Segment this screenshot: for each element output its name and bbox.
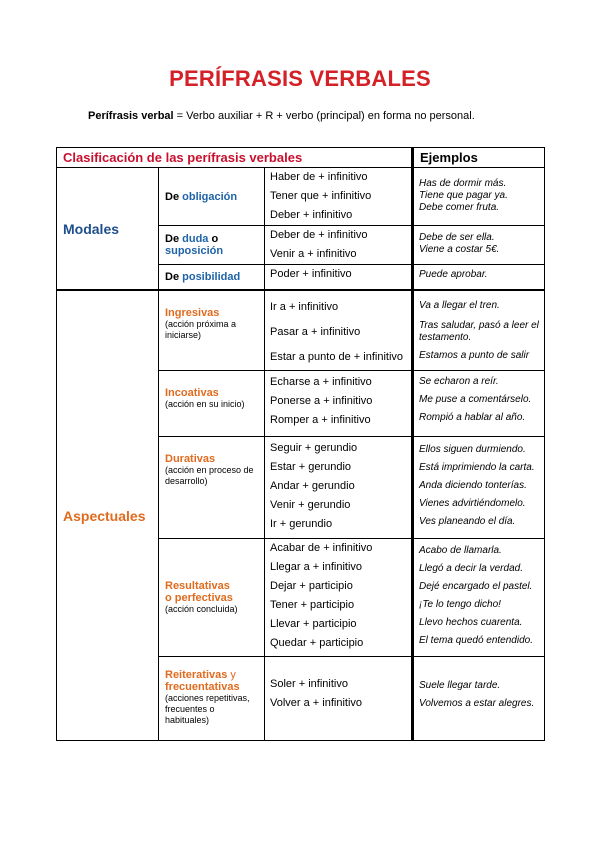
example-item: Ellos siguen durmiendo. <box>419 444 526 455</box>
example-item: Anda diciendo tonterías. <box>419 480 527 491</box>
form-item: Ir + gerundio <box>270 518 333 530</box>
group-aspectuales: Aspectuales <box>57 290 159 741</box>
example-item: Rompió a hablar al año. <box>419 412 526 423</box>
example-item: Está imprimiendo la carta. <box>419 462 535 473</box>
form-item: Dejar + participio <box>270 580 353 592</box>
example-item: Debe comer fruta. <box>419 202 500 213</box>
subtype-connector: y <box>227 669 236 681</box>
subtype-cell <box>159 290 265 371</box>
definition <box>88 110 475 122</box>
subtype-name: Ingresivas <box>165 307 220 319</box>
example-item: Dejé encargado el pastel. <box>419 581 533 592</box>
examples-cell <box>413 265 545 291</box>
example-item: ¡Te lo tengo dicho! <box>419 599 501 610</box>
subtype-name-2: o perfectivas <box>165 592 233 604</box>
form-item: Acabar de + infinitivo <box>270 542 373 554</box>
example-item: Va a llegar el tren. <box>419 300 500 311</box>
subtype-name: duda <box>182 233 209 245</box>
example-item: Vienes advirtiéndomelo. <box>419 498 526 509</box>
examples-cell <box>413 371 545 437</box>
subtype-prefix: De <box>165 190 183 203</box>
subtype-cell <box>159 657 265 741</box>
periphrasis-table <box>56 147 545 741</box>
subtype-connector: o <box>208 233 219 245</box>
table-header-row <box>57 148 545 168</box>
example-item: Estamos a punto de salir <box>419 350 530 361</box>
example-item: Volvemos a estar alegres. <box>419 698 535 709</box>
subtype-name-2: suposición <box>165 245 224 257</box>
header-examples: Ejemplos <box>413 148 545 168</box>
form-item: Ir a + infinitivo <box>270 301 339 313</box>
subtype-note: (acción en proceso de desarrollo) <box>165 465 254 486</box>
example-item: Tiene que pagar ya. <box>419 190 508 201</box>
subtype-cell <box>159 265 265 291</box>
forms-cell <box>265 437 413 539</box>
form-item: Seguir + gerundio <box>270 442 358 454</box>
subtype-name-2: frecuentativas <box>165 681 240 693</box>
subtype-prefix: De <box>165 271 183 283</box>
form-item: Soler + infinitivo <box>270 678 348 690</box>
form-item: Deber de + infinitivo <box>270 229 368 241</box>
example-item: Me puse a comentárselo. <box>419 394 532 405</box>
subtype-name: Reiterativas <box>165 669 228 681</box>
example-item: Has de dormir más. <box>419 178 507 189</box>
forms-cell <box>265 265 413 291</box>
form-item: Volver a + infinitivo <box>270 697 363 709</box>
subtype-name: Durativas <box>165 453 216 465</box>
form-item: Andar + gerundio <box>270 480 355 492</box>
form-item: Romper a + infinitivo <box>270 414 371 426</box>
form-item: Estar a punto de + infinitivo <box>270 351 403 363</box>
example-item: Tras saludar, pasó a leer el testamento. <box>419 320 539 343</box>
examples-cell <box>413 290 545 371</box>
subtype-note: (acción en su inicio) <box>165 399 245 409</box>
example-item: Ves planeando el día. <box>419 516 516 527</box>
subtype-cell <box>159 168 265 226</box>
form-item: Deber + infinitivo <box>270 209 353 221</box>
examples-cell <box>413 226 545 265</box>
example-item: Se echaron a reír. <box>419 376 499 387</box>
subtype-name: Resultativas <box>165 580 230 592</box>
group-modales: Modales <box>57 168 159 291</box>
form-item: Venir a + infinitivo <box>270 248 357 260</box>
definition-term: Perífrasis verbal <box>88 110 174 122</box>
form-item: Tener + participio <box>270 599 355 611</box>
subtype-name: Incoativas <box>165 387 219 399</box>
example-item: Llegó a decir la verdad. <box>419 563 523 574</box>
subtype-cell <box>159 539 265 657</box>
forms-cell <box>265 657 413 741</box>
examples-cell <box>413 437 545 539</box>
forms-cell <box>265 168 413 226</box>
form-item: Llegar a + infinitivo <box>270 561 363 573</box>
example-item: Suele llegar tarde. <box>419 680 501 691</box>
subtype-note: (acción concluida) <box>165 604 238 614</box>
definition-text: = Verbo auxiliar + R + verbo (principal) en forma no personal. <box>173 110 475 122</box>
examples-cell <box>413 539 545 657</box>
examples-cell <box>413 657 545 741</box>
subtype-note: (acción próxima a iniciarse) <box>165 319 237 340</box>
table-row <box>57 168 545 226</box>
forms-cell <box>265 539 413 657</box>
form-item: Tener que + infinitivo <box>270 190 372 202</box>
form-item: Llevar + participio <box>270 618 357 630</box>
subtype-name: posibilidad <box>182 271 241 283</box>
examples-cell <box>413 168 545 226</box>
subtype-name: obligación <box>182 190 238 203</box>
form-item: Echarse a + infinitivo <box>270 376 372 388</box>
example-item: Llevo hechos cuarenta. <box>419 617 523 628</box>
form-item: Ponerse a + infinitivo <box>270 395 373 407</box>
example-item: Acabo de llamarla. <box>419 545 502 556</box>
page-title: PERÍFRASIS VERBALES <box>169 66 431 91</box>
form-item: Venir + gerundio <box>270 499 351 511</box>
form-item: Pasar a + infinitivo <box>270 326 361 338</box>
forms-cell <box>265 371 413 437</box>
example-item: Debe de ser ella. <box>419 232 495 243</box>
form-item: Haber de + infinitivo <box>270 171 368 183</box>
form-item: Quedar + participio <box>270 637 364 649</box>
table-row <box>57 290 545 371</box>
forms-cell <box>265 290 413 371</box>
subtype-note: (acciones repetitivas, frecuentes o habituales) <box>165 693 250 725</box>
subtype-cell <box>159 371 265 437</box>
subtype-cell <box>159 226 265 265</box>
form-item: Estar + gerundio <box>270 461 352 473</box>
example-item: Puede aprobar. <box>419 269 488 280</box>
forms-cell <box>265 226 413 265</box>
example-item: El tema quedó entendido. <box>419 635 533 646</box>
example-item: Viene a costar 5€. <box>419 244 500 255</box>
subtype-prefix: De <box>165 233 183 245</box>
form-item: Poder + infinitivo <box>270 268 352 280</box>
header-classification: Clasificación de las perífrasis verbales <box>57 148 413 168</box>
subtype-cell <box>159 437 265 539</box>
